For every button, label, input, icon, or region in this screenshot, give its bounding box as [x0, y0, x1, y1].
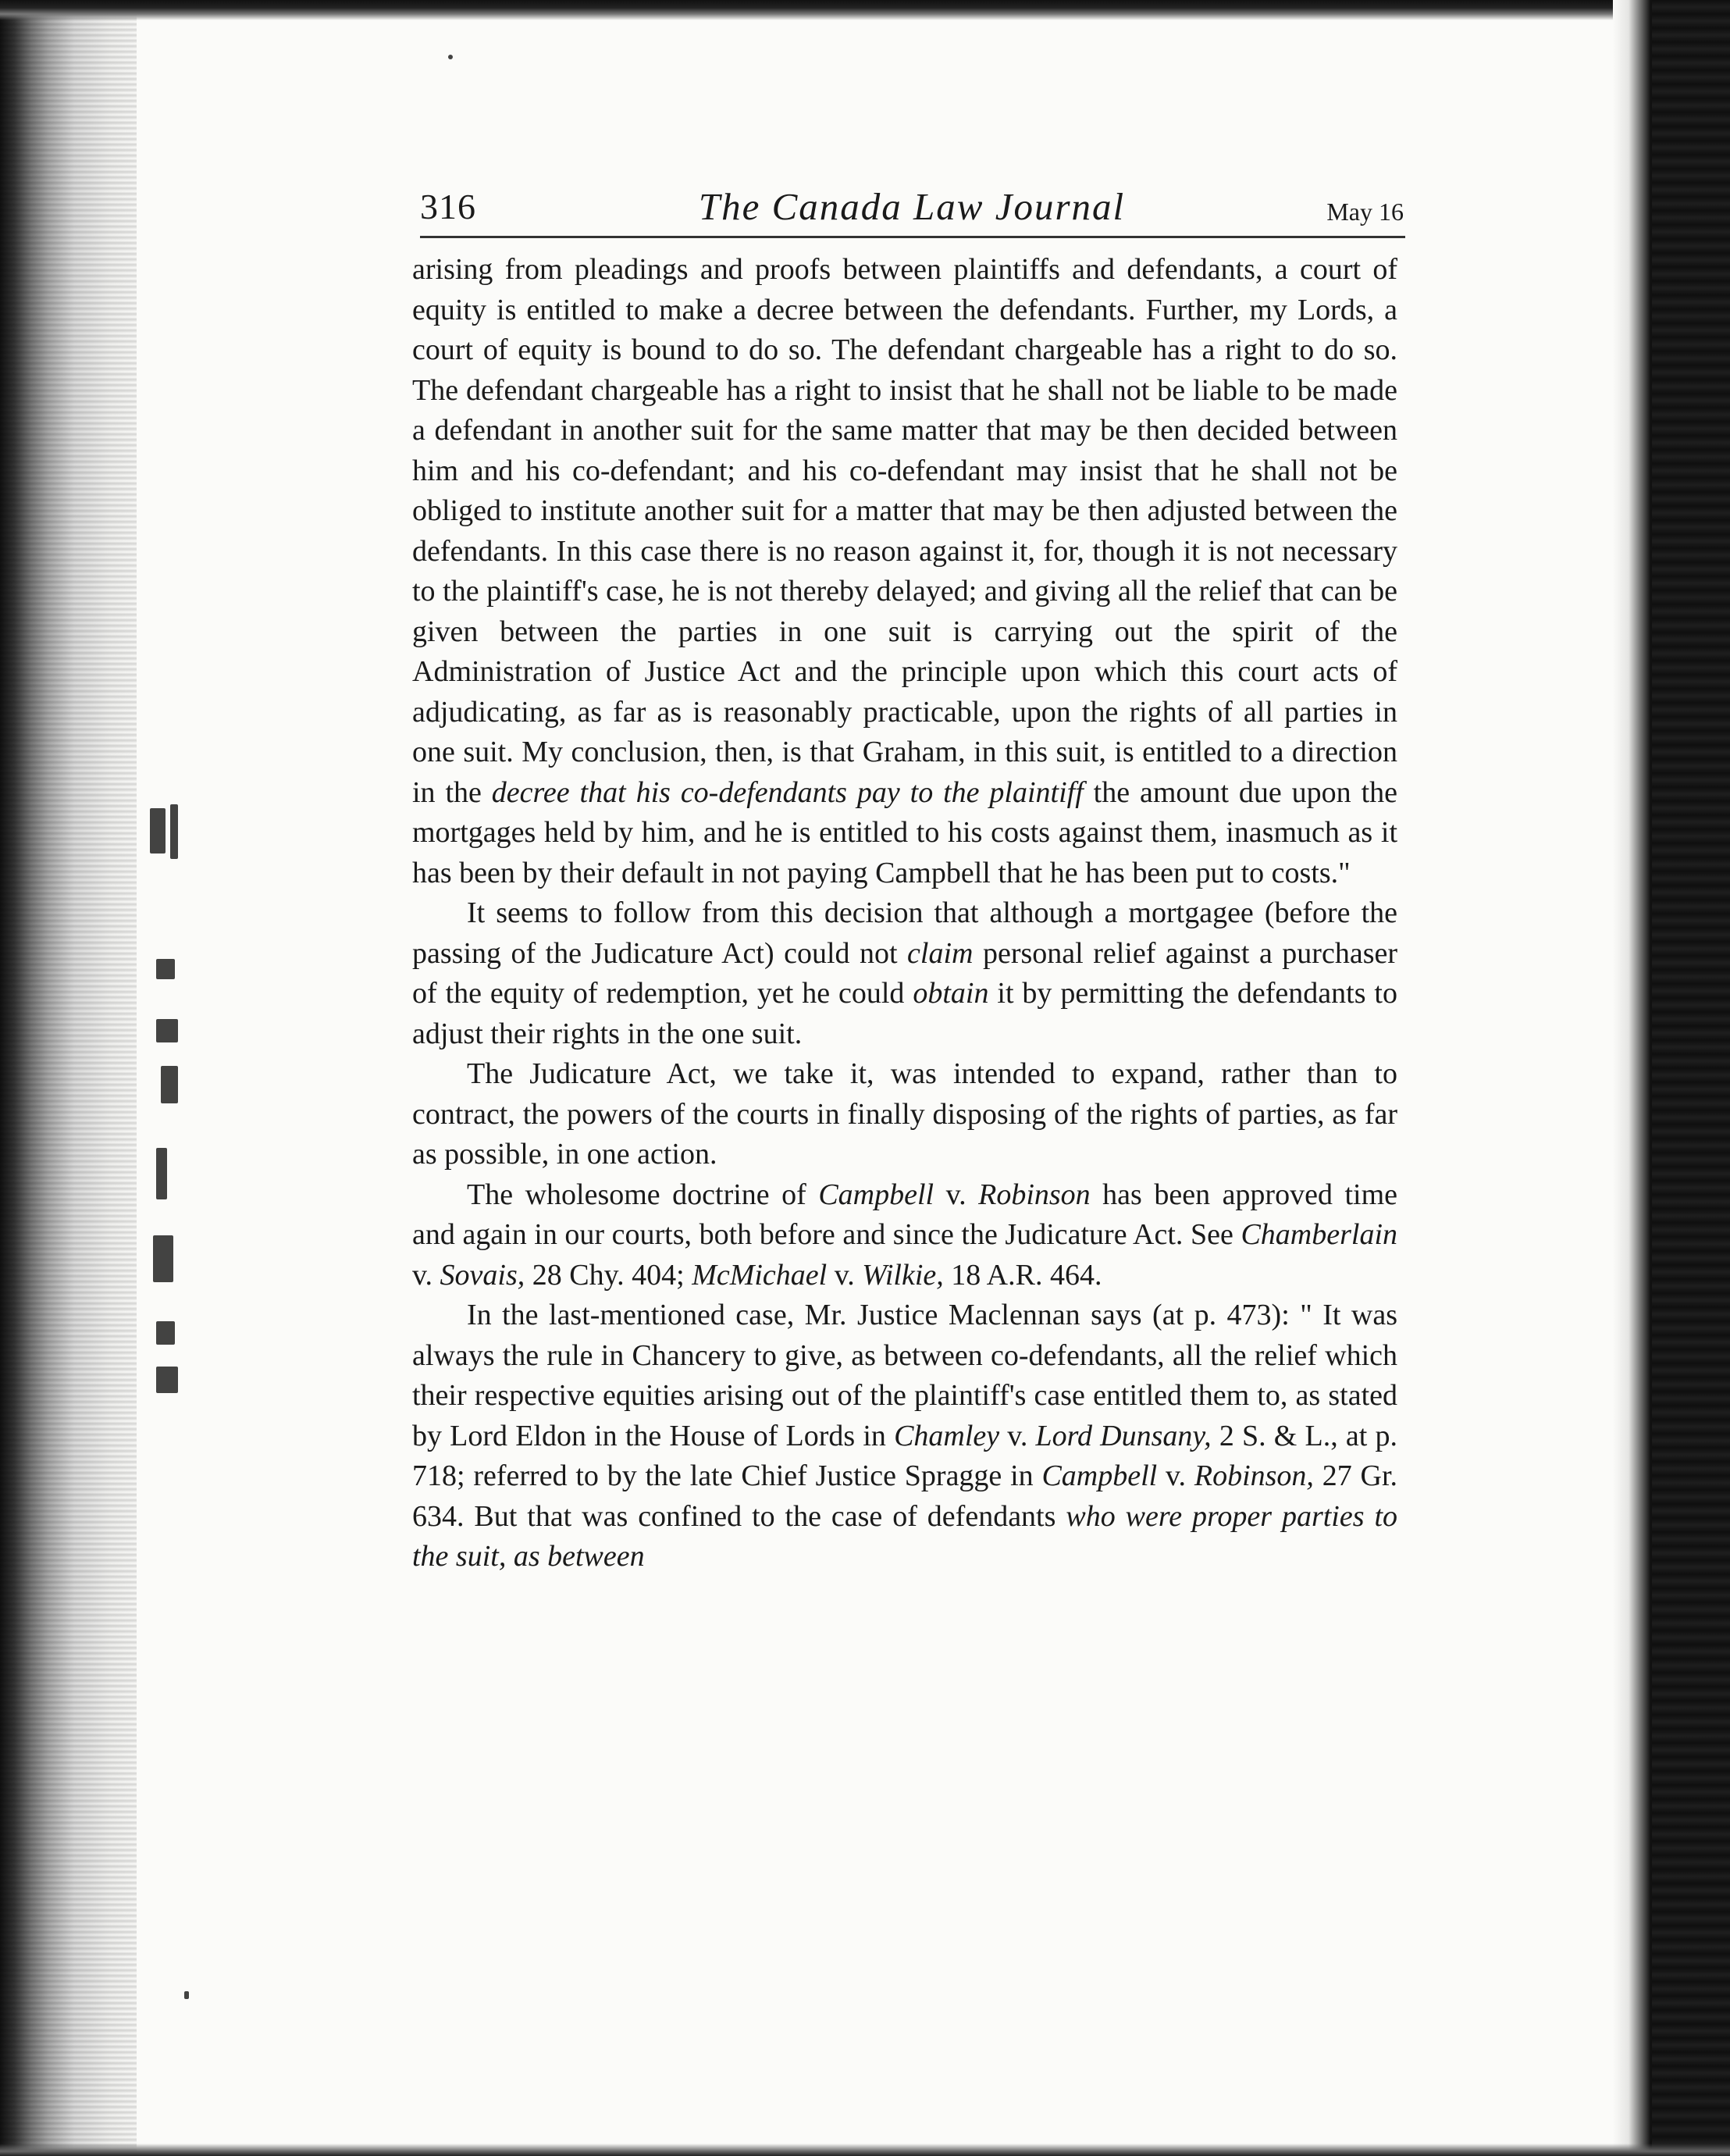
text-run: the amount due upon the mortgages held by him, and he is entitled to his costs against them, inasmuch as it has been by their default in not paying Campbell that he has been put to costs." [412, 775, 1397, 889]
bottom-scan-edge [0, 2144, 1730, 2156]
paragraph [412, 1054, 1397, 1175]
italic-text-run: Campbell [818, 1178, 934, 1211]
italic-text-run: Lord Dunsany, [1035, 1419, 1212, 1452]
margin-mark [156, 1019, 178, 1042]
margin-mark [170, 804, 178, 859]
italic-text-run: Sovais, [440, 1258, 525, 1292]
margin-mark [156, 959, 175, 979]
italic-text-run: Chamley [894, 1419, 1000, 1452]
text-run: v. [412, 1258, 440, 1292]
italic-text-run: Robinson, [1194, 1459, 1314, 1492]
text-run: It seems to follow from this decision that although a mortgagee (before the passing of the Judicature Act) could not [412, 896, 1397, 970]
binding-shadow [0, 0, 137, 2156]
top-scan-edge [0, 0, 1730, 20]
italic-text-run: McMichael [692, 1258, 828, 1292]
italic-text-run: obtain [913, 977, 989, 1010]
paragraph [412, 1295, 1397, 1577]
paragraph [412, 893, 1397, 1054]
text-run: v. [999, 1419, 1036, 1452]
text-run: The Judicature Act, we take it, was intended to expand, rather than to contract, the powers of the courts in finally disposing of the rights of parties, as far as possible, in one action. [412, 1057, 1397, 1171]
paragraph [412, 250, 1397, 893]
text-run: arising from pleadings and proofs between plaintiffs and defendants, a court of equity is entitled to make a decree between the defendants. Further, my Lords, a court of equity is bound to do so. The defendant chargeable has a right to do so. The defendant chargeable has a right to insist that he shall not be liable to be made a defendant in another suit for the same matter that may be then decided between him and his co-defendant; and his co-defendant may insist that he shall not be obliged to institute another suit for a matter that may be then adjusted between the defendants. In this case there is no reason against it, for, though it is not necessary to the plaintiff's case, he is not thereby delayed; and giving all the relief that can be given between the parties in one suit is carrying out the spirit of the Administration of Justice Act and the principle upon which this court acts of adjudicating, as far as is reasonably practicable, upon the rights of all parties in one suit. My conclusion, then, is that Graham, in this suit, is entitled to a direction in the [412, 253, 1397, 809]
text-run: The wholesome doctrine of [467, 1178, 819, 1211]
paragraph [412, 1175, 1397, 1296]
margin-mark [448, 55, 453, 59]
issue-date: May 16 [1326, 198, 1404, 226]
text-run: 28 Chy. 404; [525, 1258, 692, 1292]
text-run: v. [1157, 1459, 1194, 1492]
italic-text-run: Wilkie, [862, 1258, 944, 1292]
text-run: v. [827, 1258, 863, 1292]
italic-text-run: claim [907, 936, 974, 970]
margin-mark [156, 1148, 167, 1199]
italic-text-run: who were proper parties to the suit, as between [412, 1499, 1398, 1573]
text-run: has been approved time and again in our courts, both before and since the Judicature Act. See [412, 1178, 1397, 1251]
article-body [412, 250, 1397, 1577]
margin-mark [184, 1991, 189, 1999]
text-run: 2 S. & L., at p. 718; referred to by the late Chief Justice Spragge in [412, 1419, 1397, 1492]
italic-text-run: Campbell [1041, 1459, 1158, 1492]
page-number: 316 [420, 187, 476, 226]
header-rule [420, 236, 1405, 238]
text-run: personal relief against a purchaser of the equity of redemption, yet he could [412, 936, 1397, 1010]
text-run: 18 A.R. 464. [943, 1258, 1102, 1292]
italic-text-run: Chamberlain [1241, 1218, 1397, 1251]
margin-mark [156, 1321, 175, 1345]
italic-text-run: Robinson [978, 1178, 1091, 1211]
text-run: In the last-mentioned case, Mr. Justice Maclennan says (at p. 473): " It was always the rule in Chancery to give, as between co-defendants, all the relief which their respective equities arising out of the plaintiff's case entitled them to, as stated by Lord Eldon in the House of Lords in [412, 1299, 1397, 1452]
margin-mark [156, 1367, 178, 1393]
page-header [420, 180, 1404, 234]
margin-mark [161, 1066, 178, 1103]
italic-text-run: decree that his co-defendants pay to the plaintiff [491, 775, 1084, 809]
text-run: v. [934, 1178, 979, 1211]
margin-mark [153, 1235, 173, 1282]
journal-title: The Canada Law Journal [698, 185, 1126, 228]
text-run: it by permitting the defendants to adjust their rights in the one suit. [412, 977, 1397, 1050]
text-run: 27 Gr. 634. But that was confined to the case of defendants [412, 1459, 1398, 1533]
margin-mark [150, 808, 166, 853]
right-scan-edge [1613, 0, 1730, 2156]
right-scan-edge-inner [1652, 0, 1730, 2156]
